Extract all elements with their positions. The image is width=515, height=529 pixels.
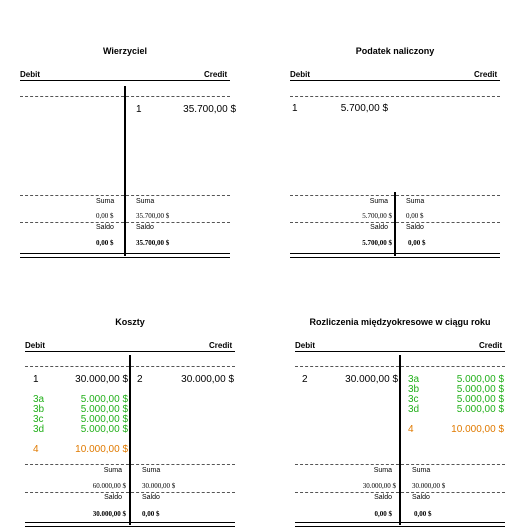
dashed-rule (295, 492, 505, 493)
debit-saldo-label: Saldo (104, 494, 122, 501)
credit-header: Credit (204, 70, 228, 79)
credit-saldo-label: Saldo (412, 494, 430, 501)
credit-header: Credit (474, 70, 498, 79)
debit-entry-amount: 5.700,00 $ (340, 103, 388, 114)
credit-sum-value: 30.000,00 $ (412, 482, 446, 490)
credit-entry-amount: 5.000,00 $ (456, 384, 504, 395)
credit-sum-value: 30.000,00 $ (142, 482, 176, 490)
debit-sum-label: Suma (103, 467, 122, 474)
debit-entry-no: 3b (33, 404, 45, 415)
dashed-rule (25, 464, 235, 465)
credit-header: Credit (209, 341, 233, 350)
debit-saldo-value: 0,00 $ (374, 510, 392, 518)
debit-sum-label: Suma (369, 198, 388, 205)
credit-sum-label: Suma (406, 198, 425, 205)
dashed-rule (290, 195, 500, 196)
credit-saldo-value: 0,00 $ (408, 239, 426, 247)
t-account-divider (129, 355, 131, 525)
debit-entry-no: 3d (33, 424, 45, 435)
dashed-rule (20, 195, 230, 196)
account-title: Podatek naliczony (355, 46, 435, 56)
credit-entry-amount: 5.000,00 $ (456, 394, 504, 405)
debit-sum-value: 60.000,00 $ (92, 482, 126, 490)
debit-entry-amount: 5.000,00 $ (80, 414, 128, 425)
credit-entry-no: 1 (136, 104, 142, 115)
credit-entry-amount: 10.000,00 $ (451, 424, 504, 435)
credit-entry-amount: 30.000,00 $ (181, 374, 234, 385)
debit-entry-amount: 30.000,00 $ (345, 374, 398, 385)
credit-saldo-label: Saldo (142, 494, 160, 501)
t-account-divider (124, 86, 126, 256)
credit-sum-value: 35.700,00 $ (136, 212, 170, 220)
debit-header: Debit (20, 70, 40, 79)
debit-entry-no: 3c (33, 414, 44, 425)
debit-saldo-value: 0,00 $ (96, 239, 114, 247)
double-rule (295, 522, 505, 527)
credit-entry-amount: 35.700,00 $ (183, 104, 236, 115)
debit-entry-no: 4 (33, 444, 39, 455)
account-title: Koszty (115, 317, 145, 327)
credit-saldo-value: 35.700,00 $ (136, 239, 170, 247)
double-rule (20, 253, 230, 258)
credit-entry-amount: 5.000,00 $ (456, 374, 504, 385)
dashed-rule (290, 96, 500, 97)
debit-entry-amount: 5.000,00 $ (80, 424, 128, 435)
debit-entry-no: 1 (292, 103, 298, 114)
debit-entry-amount: 10.000,00 $ (75, 444, 128, 455)
double-rule (290, 253, 500, 258)
credit-entry-no: 3b (408, 384, 420, 395)
account-title: Wierzyciel (103, 46, 147, 56)
debit-entry-no: 3a (33, 394, 45, 405)
credit-entry-no: 3d (408, 404, 420, 415)
double-rule (25, 522, 235, 527)
header-rule (25, 351, 235, 352)
debit-sum-value: 5.700,00 $ (362, 212, 392, 220)
debit-header: Debit (290, 70, 310, 79)
credit-entry-amount: 5.000,00 $ (456, 404, 504, 415)
header-rule (290, 80, 500, 81)
dashed-rule (290, 222, 500, 223)
credit-sum-label: Suma (136, 198, 155, 205)
header-rule (20, 80, 230, 81)
debit-entry-amount: 5.000,00 $ (80, 404, 128, 415)
dashed-rule (20, 222, 230, 223)
credit-saldo-label: Saldo (136, 224, 154, 231)
dashed-rule (295, 464, 505, 465)
debit-header: Debit (295, 341, 315, 350)
credit-entry-no: 2 (137, 374, 143, 385)
debit-saldo-label: Saldo (370, 224, 388, 231)
credit-saldo-label: Saldo (406, 224, 424, 231)
credit-entry-no: 3a (408, 374, 420, 385)
credit-sum-value: 0,00 $ (406, 212, 424, 220)
debit-entry-amount: 30.000,00 $ (75, 374, 128, 385)
t-account-divider (394, 192, 396, 256)
debit-entry-amount: 5.000,00 $ (80, 394, 128, 405)
credit-saldo-value: 0,00 $ (142, 510, 160, 518)
debit-sum-label: Suma (96, 198, 115, 205)
credit-saldo-value: 0,00 $ (414, 510, 432, 518)
debit-entry-no: 1 (33, 374, 39, 385)
debit-entry-no: 2 (302, 374, 308, 385)
debit-header: Debit (25, 341, 45, 350)
credit-entry-no: 3c (408, 394, 419, 405)
credit-sum-label: Suma (142, 467, 161, 474)
credit-sum-label: Suma (412, 467, 431, 474)
t-account-divider (399, 355, 401, 525)
debit-sum-value: 0,00 $ (96, 212, 114, 220)
debit-saldo-value: 30.000,00 $ (92, 510, 126, 518)
header-rule (295, 351, 505, 352)
credit-entry-no: 4 (408, 424, 414, 435)
dashed-rule (25, 492, 235, 493)
account-title: Rozliczenia międzyokresowe w ciągu roku (309, 317, 491, 327)
debit-saldo-label: Saldo (96, 224, 114, 231)
debit-saldo-label: Saldo (374, 494, 392, 501)
credit-header: Credit (479, 341, 503, 350)
debit-sum-value: 30.000,00 $ (362, 482, 396, 490)
debit-sum-label: Suma (373, 467, 392, 474)
debit-saldo-value: 5.700,00 $ (362, 239, 392, 247)
